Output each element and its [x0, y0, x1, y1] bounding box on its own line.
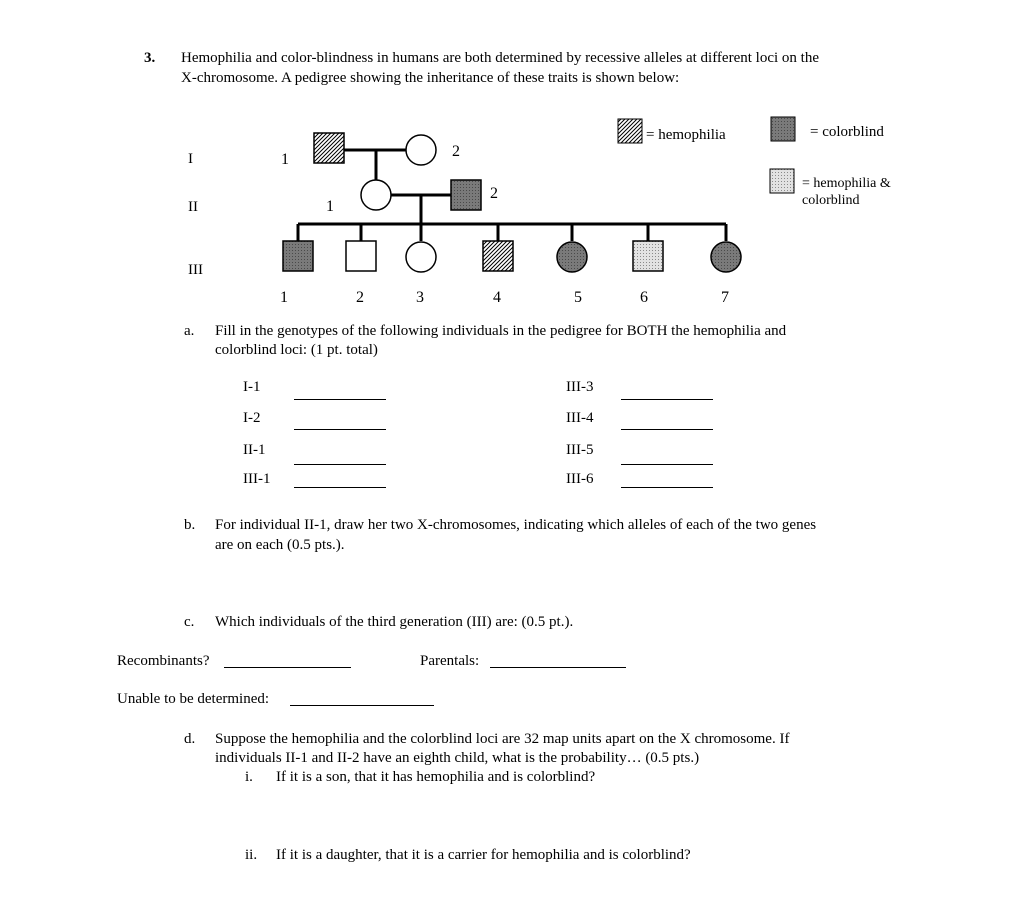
part-d-line-2: individuals II-1 and II-2 have an eighth child, what is the probability… (0.5 pts.)	[215, 750, 700, 766]
legend-both-label-line-2: colorblind	[802, 193, 860, 208]
individual-II-1	[361, 180, 391, 210]
genotype-blank-III-6[interactable]	[621, 487, 713, 488]
individual-III-4	[483, 241, 513, 271]
generation-label-3: III	[188, 262, 203, 278]
generation-label-1: I	[188, 151, 193, 167]
genotype-blank-I-2[interactable]	[294, 429, 386, 430]
question-intro-line-2: X-chromosome. A pedigree showing the inheritance of these traits is shown below:	[181, 70, 680, 86]
part-a-line-1: Fill in the genotypes of the following individuals in the pedigree for BOTH the hemophilia and	[215, 323, 787, 339]
genotype-blank-III-3[interactable]	[621, 399, 713, 400]
part-b-line-1: For individual II-1, draw her two X-chromosomes, indicating which alleles of each of the two genes	[215, 517, 817, 533]
individual-I-2	[406, 135, 436, 165]
genotype-blank-III-1[interactable]	[294, 487, 386, 488]
individual-II-2	[451, 180, 481, 210]
genotype-blank-III-4[interactable]	[621, 429, 713, 430]
label-II-1: 1	[326, 198, 334, 215]
question-number: 3.	[144, 50, 156, 66]
part-d-ii-label: ii.	[245, 847, 258, 863]
individual-III-2	[346, 241, 376, 271]
part-b-line-2: are on each (0.5 pts.).	[215, 537, 345, 553]
part-a-letter: a.	[184, 323, 195, 339]
question-intro-line-1: Hemophilia and color-blindness in humans are both determined by recessive alleles at different loci on the	[181, 50, 819, 66]
legend-colorblind-label: = colorblind	[810, 124, 884, 140]
genotype-label-III-4: III-4	[566, 410, 594, 426]
genotype-label-III-6: III-6	[566, 471, 594, 487]
legend-both-swatch	[770, 169, 794, 193]
label-III-1: 1	[280, 289, 288, 306]
genotype-label-III-5: III-5	[566, 442, 594, 458]
label-III-2: 2	[356, 289, 364, 306]
label-I-1: 1	[281, 151, 289, 168]
undetermined-label: Unable to be determined:	[117, 691, 270, 707]
genotype-label-I-2: I-2	[243, 410, 261, 426]
part-d-line-1: Suppose the hemophilia and the colorblind loci are 32 map units apart on the X chromosome. If	[215, 731, 790, 747]
part-d-ii-text: If it is a daughter, that it is a carrier for hemophilia and is colorblind?	[276, 847, 691, 863]
genotype-label-III-1: III-1	[243, 471, 271, 487]
genotype-label-III-3: III-3	[566, 379, 594, 395]
genotype-blank-I-1[interactable]	[294, 399, 386, 400]
individual-III-6	[633, 241, 663, 271]
parentals-label: Parentals:	[420, 653, 480, 669]
label-III-4: 4	[493, 289, 501, 306]
individual-III-3	[406, 242, 436, 272]
part-d-letter: d.	[184, 731, 196, 747]
part-d-i-text: If it is a son, that it has hemophilia and is colorblind?	[276, 769, 596, 785]
label-I-2: 2	[452, 143, 460, 160]
individual-III-1	[283, 241, 313, 271]
individual-I-1	[314, 133, 344, 163]
parentals-blank[interactable]	[490, 667, 626, 668]
individual-III-5	[557, 242, 587, 272]
label-III-3: 3	[416, 289, 424, 306]
recombinants-label: Recombinants?	[117, 653, 210, 669]
part-b-letter: b.	[184, 517, 196, 533]
genotype-blank-II-1[interactable]	[294, 464, 386, 465]
part-d-i-label: i.	[245, 769, 253, 785]
part-c-letter: c.	[184, 614, 195, 630]
genotype-blank-III-5[interactable]	[621, 464, 713, 465]
legend-colorblind-swatch	[771, 117, 795, 141]
label-III-7: 7	[721, 289, 729, 306]
individual-III-7	[711, 242, 741, 272]
genotype-label-II-1: II-1	[243, 442, 266, 458]
label-II-2: 2	[490, 185, 498, 202]
label-III-6: 6	[640, 289, 648, 306]
genotype-label-I-1: I-1	[243, 379, 261, 395]
generation-label-2: II	[188, 199, 198, 215]
recombinants-blank[interactable]	[224, 667, 351, 668]
part-a-line-2: colorblind loci: (1 pt. total)	[215, 342, 378, 358]
label-III-5: 5	[574, 289, 582, 306]
undetermined-blank[interactable]	[290, 705, 434, 706]
legend-hemophilia-label: = hemophilia	[646, 127, 726, 143]
legend-hemophilia-swatch	[618, 119, 642, 143]
part-c-text: Which individuals of the third generation (III) are: (0.5 pt.).	[215, 614, 574, 630]
legend-both-label-line-1: = hemophilia &	[802, 176, 891, 191]
